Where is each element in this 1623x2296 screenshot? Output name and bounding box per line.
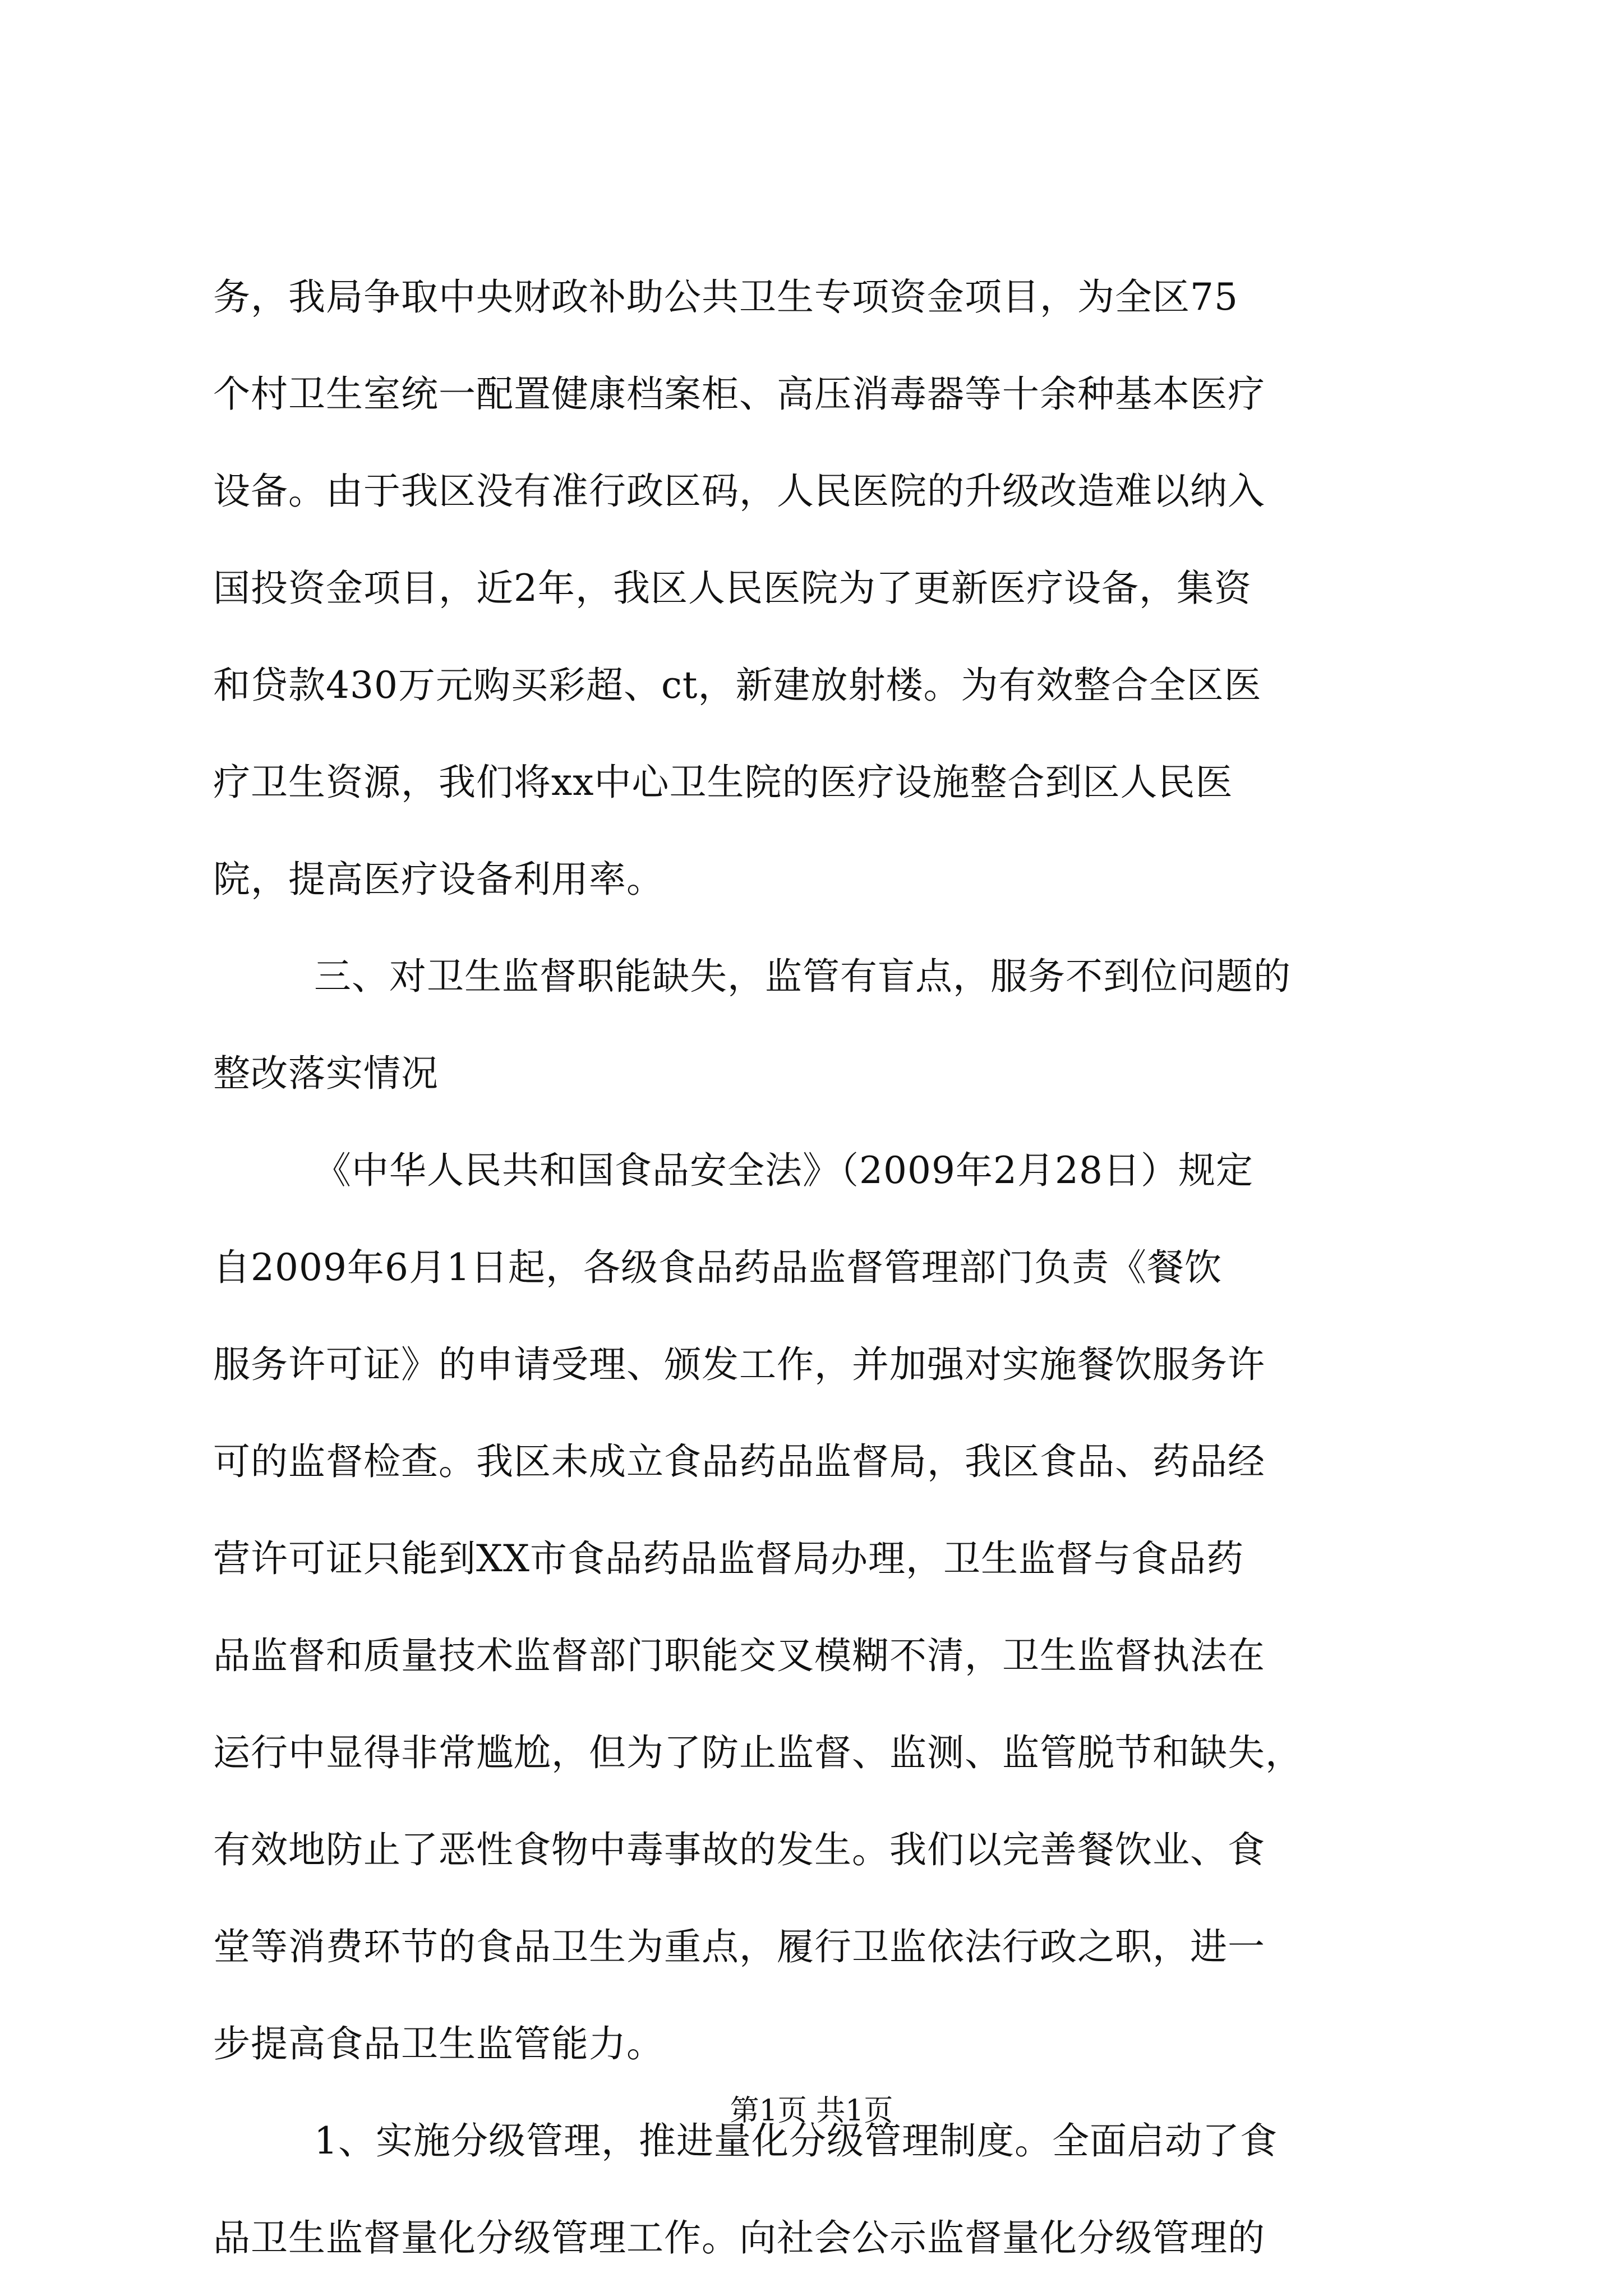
text-line: 步提高食品卫生监管能力。	[213, 2022, 664, 2065]
text-line: 设备。由于我区没有准行政区码，人民医院的升级改造难以纳入	[213, 470, 1265, 513]
text-line: 服务许可证》的申请受理、颁发工作，并加强对实施餐饮服务许	[213, 1343, 1265, 1386]
text-line: 有效地防止了恶性食物中毒事故的发生。我们以完善餐饮业、食	[213, 1828, 1265, 1871]
text-line: 院，提高医疗设备利用率。	[213, 858, 664, 901]
page-number-footer: 第1页 共1页	[730, 2094, 893, 2128]
text-line: 堂等消费环节的食品卫生为重点，履行卫监依法行政之职，进一	[213, 1925, 1265, 1968]
text-line: 运行中显得非常尴尬，但为了防止监督、监测、监管脱节和缺失，	[213, 1731, 1303, 1774]
text-line: 品监督和质量技术监督部门职能交叉模糊不清，卫生监督执法在	[213, 1634, 1265, 1677]
text-line: 务，我局争取中央财政补助公共卫生专项资金项目，为全区75	[213, 275, 1238, 319]
text-line: 国投资金项目，近2年，我区人民医院为了更新医疗设备，集资	[213, 567, 1252, 610]
text-line: 《中华人民共和国食品安全法》（2009年2月28日）规定	[314, 1149, 1253, 1192]
section-heading: 三、对卫生监督职能缺失，监管有盲点，服务不到位问题的	[314, 955, 1291, 998]
section-heading: 整改落实情况	[213, 1052, 439, 1095]
text-line: 营许可证只能到XX市食品药品监督局办理，卫生监督与食品药	[213, 1537, 1244, 1580]
text-line: 1、实施分级管理，推进量化分级管理制度。全面启动了食	[314, 2119, 1278, 2162]
text-line: 个村卫生室统一配置健康档案柜、高压消毒器等十余种基本医疗	[213, 372, 1265, 416]
text-line: 疗卫生资源，我们将xx中心卫生院的医疗设施整合到区人民医	[213, 761, 1233, 804]
text-line: 可的监督检查。我区未成立食品药品监督局，我区食品、药品经	[213, 1440, 1265, 1483]
text-line: 品卫生监督量化分级管理工作。向社会公示监督量化分级管理的	[213, 2216, 1265, 2260]
text-line: 自2009年6月1日起，各级食品药品监督管理部门负责《餐饮	[213, 1246, 1222, 1289]
text-line: 和贷款430万元购买彩超、ct，新建放射楼。为有效整合全区医	[213, 664, 1262, 707]
